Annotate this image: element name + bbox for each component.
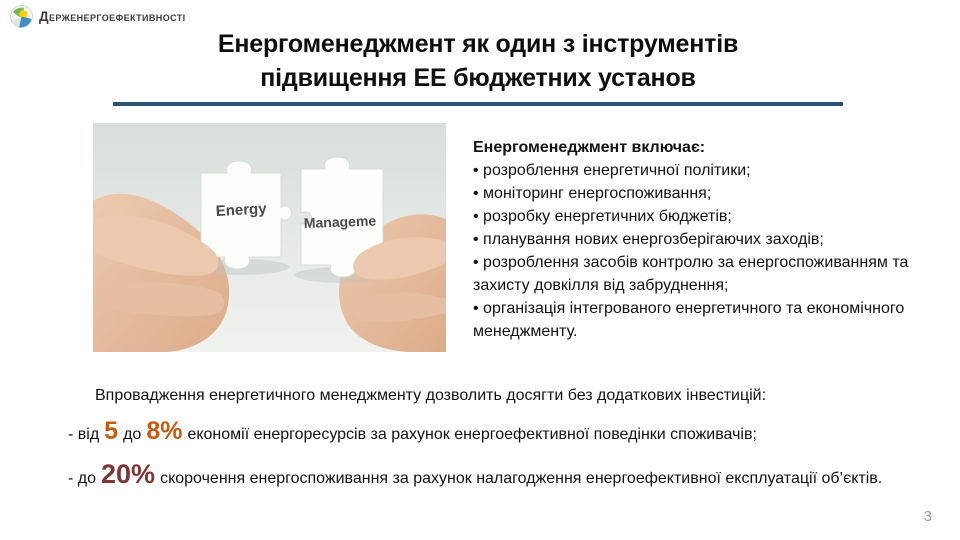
agency-logo-icon xyxy=(10,5,33,28)
agency-logo xyxy=(10,5,186,28)
includes-list xyxy=(473,136,959,343)
energy-puzzle-label: Energy xyxy=(215,200,267,220)
list-item: • організація інтегрованого енергетичного та економічного менеджменту. xyxy=(473,297,959,343)
page-number: 3 xyxy=(923,508,932,525)
title-underline-rule xyxy=(113,102,843,106)
savings-line xyxy=(60,416,954,450)
list-item: • розроблення енергетичної політики; xyxy=(473,159,959,182)
savings-connector: до xyxy=(123,426,142,443)
list-item: • розроблення засобів контролю за енергоспоживанням та захисту довкілля від забруднення; xyxy=(473,251,959,297)
reduction-prefix: - до xyxy=(68,470,97,487)
reduction-text: скорочення енергоспоживання за рахунок налагодження енергоефективної експлуатації об’єктів. xyxy=(160,470,883,487)
list-item: • розробку енергетичних бюджетів; xyxy=(473,205,959,228)
agency-logo-text: Держенергоефективності xyxy=(39,9,186,24)
slide-title-line2: підвищення ЕЕ бюджетних установ xyxy=(260,64,696,92)
savings-value-to: 8% xyxy=(146,417,183,445)
savings-text: економії енергоресурсів за рахунок енергоефективної поведінки споживачів; xyxy=(187,426,757,443)
puzzle-photo xyxy=(93,123,446,352)
reduction-value: 20% xyxy=(101,459,156,489)
list-item: • моніторинг енергоспоживання; xyxy=(473,182,959,205)
savings-prefix: - від xyxy=(68,426,100,443)
savings-value-from: 5 xyxy=(104,417,119,445)
management-puzzle-label: Manageme xyxy=(303,212,377,231)
benefits-intro: Впровадження енергетичного менеджменту дозволить досягти без додаткових інвестицій: xyxy=(95,387,767,404)
list-item: • планування нових енергозберігаючих заходів; xyxy=(473,228,959,251)
slide-title-line1: Енергоменеджмент як один з інструментів xyxy=(217,30,739,58)
slide-title xyxy=(110,27,846,95)
includes-heading: Енергоменеджмент включає: xyxy=(473,139,706,156)
reduction-line xyxy=(60,459,954,494)
benefits-section xyxy=(60,385,954,494)
